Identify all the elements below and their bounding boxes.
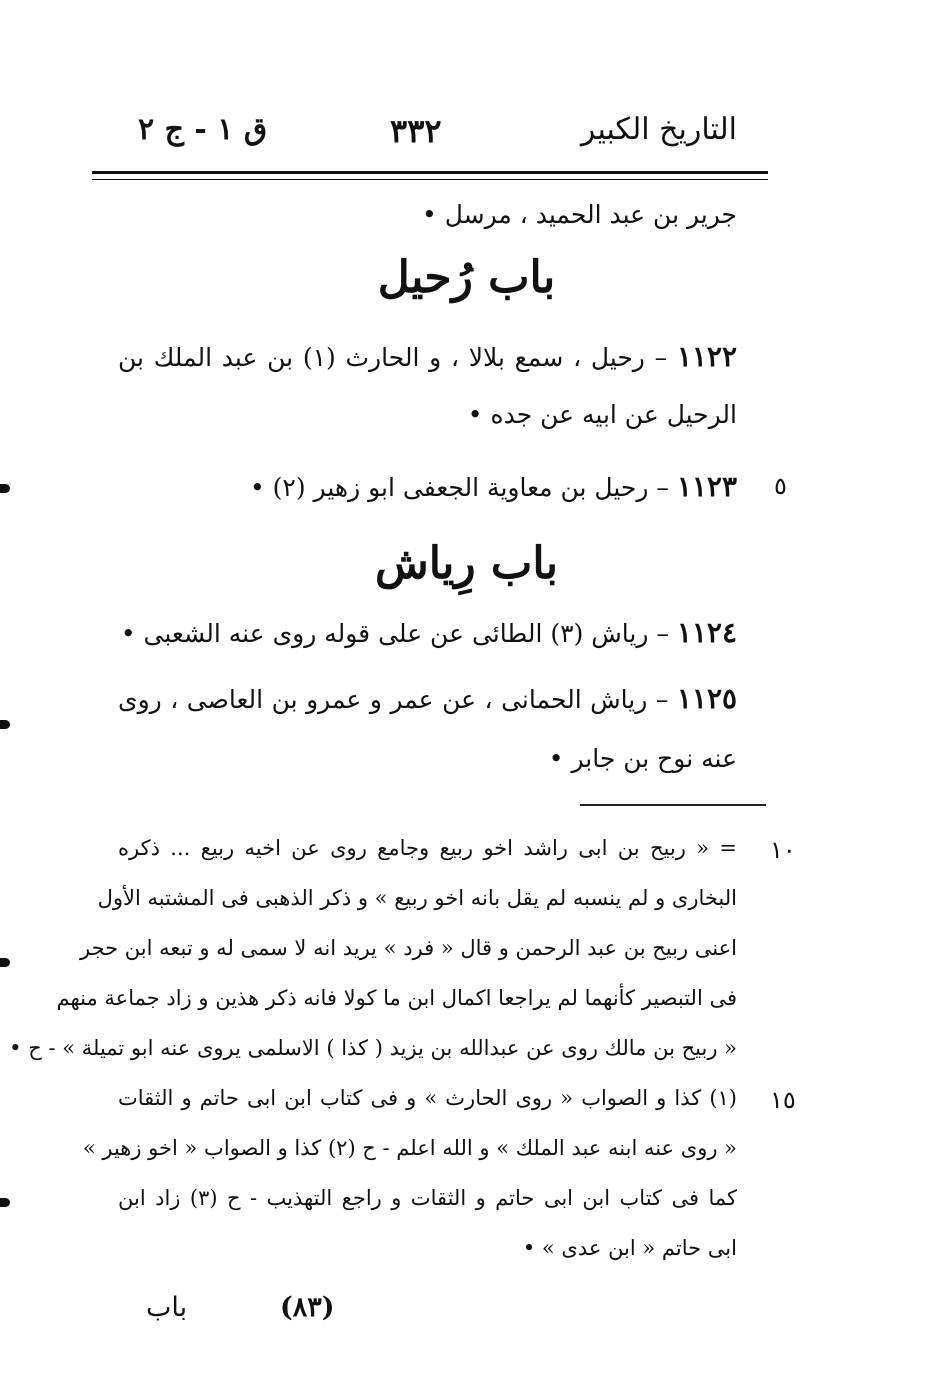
page-number: ٣٣٢	[390, 112, 442, 150]
volume-label: ق ١ - ج ٢	[138, 112, 268, 147]
scan-mark	[0, 720, 10, 729]
entry-number: ١١٢٤	[676, 616, 737, 649]
signature-mark: (٨٣)	[280, 1292, 335, 1323]
body-line: جرير بن عبد الحميد ، مرسل •	[422, 200, 737, 229]
entry-number: ١١٢٥	[676, 682, 738, 715]
footnote-line: = « ربيح بن ابى راشد اخو ربيع وجامع روى عن اخيه ربيع ... ذكره	[118, 836, 737, 860]
entry-1122-continuation: الرحيل عن ابيه عن جده •	[467, 400, 737, 429]
footnote-line: فى التبصير كأنهما لم يراجعا اكمال ابن ما كولا فانه ذكر هذين و زاد جماعة منهم	[56, 986, 737, 1010]
footnote-line: « روى عنه ابنه عبد الملك » و الله اعلم - ح (٢) كذا و الصواب « اخو زهير »	[82, 1136, 737, 1160]
entry-1124	[121, 616, 737, 649]
footnote-line: « ربيح بن مالك روى عن عبدالله بن يزيد ( كذا ) الاسلمى يروى عنه ابو تميلة » - ح •	[9, 1036, 737, 1060]
footnote-line: كما فى كتاب ابن ابى حاتم و الثقات و راجع التهذيب - ح (٣) زاد ابن	[118, 1186, 737, 1210]
scan-mark	[0, 1198, 10, 1207]
entry-1123	[250, 470, 737, 503]
line-number-margin: ١٠	[770, 836, 796, 864]
entry-1125-continuation: عنه نوح بن جابر •	[548, 744, 737, 773]
scan-mark	[0, 484, 10, 493]
footnote-line: ابى حاتم « ابن عدى » •	[522, 1236, 737, 1260]
entry-1122	[118, 340, 737, 373]
footnote-separator	[580, 804, 766, 806]
line-number-margin: ١٥	[770, 1086, 796, 1114]
catchword: باب	[146, 1292, 188, 1323]
header-rule-thick	[92, 171, 768, 174]
book-title: التاريخ الكبير	[580, 112, 737, 147]
footnote-line: البخارى و لم ينسبه لم يقل بانه اخو ربيع » و ذكر الذهبى فى المشتبه الأول	[97, 886, 737, 910]
entry-1125	[118, 682, 737, 715]
entry-text: – رياش الحمانى ، عن عمر و عمرو بن العاصى ، روى	[118, 685, 669, 714]
footnote-line: (١) كذا و الصواب « روى الحارث » و فى كتاب ابن ابى حاتم و الثقات	[118, 1086, 737, 1110]
section-heading: باب رِياش	[374, 538, 558, 589]
entry-number: ١١٢٢	[676, 340, 737, 373]
section-heading: باب رُحيل	[377, 252, 556, 303]
entry-text: – رحيل بن معاوية الجعفى ابو زهير (٢) •	[249, 473, 669, 502]
scan-mark	[0, 958, 10, 967]
line-number-margin: ٥	[774, 472, 787, 500]
footnote-line: اعنى ربيح بن عبد الرحمن و قال « فرد » يريد انه لا سمى له و تبعه ابن حجر	[79, 936, 737, 960]
header-rule-thin	[92, 179, 768, 180]
entry-number: ١١٢٣	[676, 470, 737, 503]
entry-text: – رحيل ، سمع بلالا ، و الحارث (١) بن عبد الملك بن	[118, 343, 668, 372]
entry-text: – رياش (٣) الطائى عن على قوله روى عنه الشعبى •	[120, 619, 669, 648]
